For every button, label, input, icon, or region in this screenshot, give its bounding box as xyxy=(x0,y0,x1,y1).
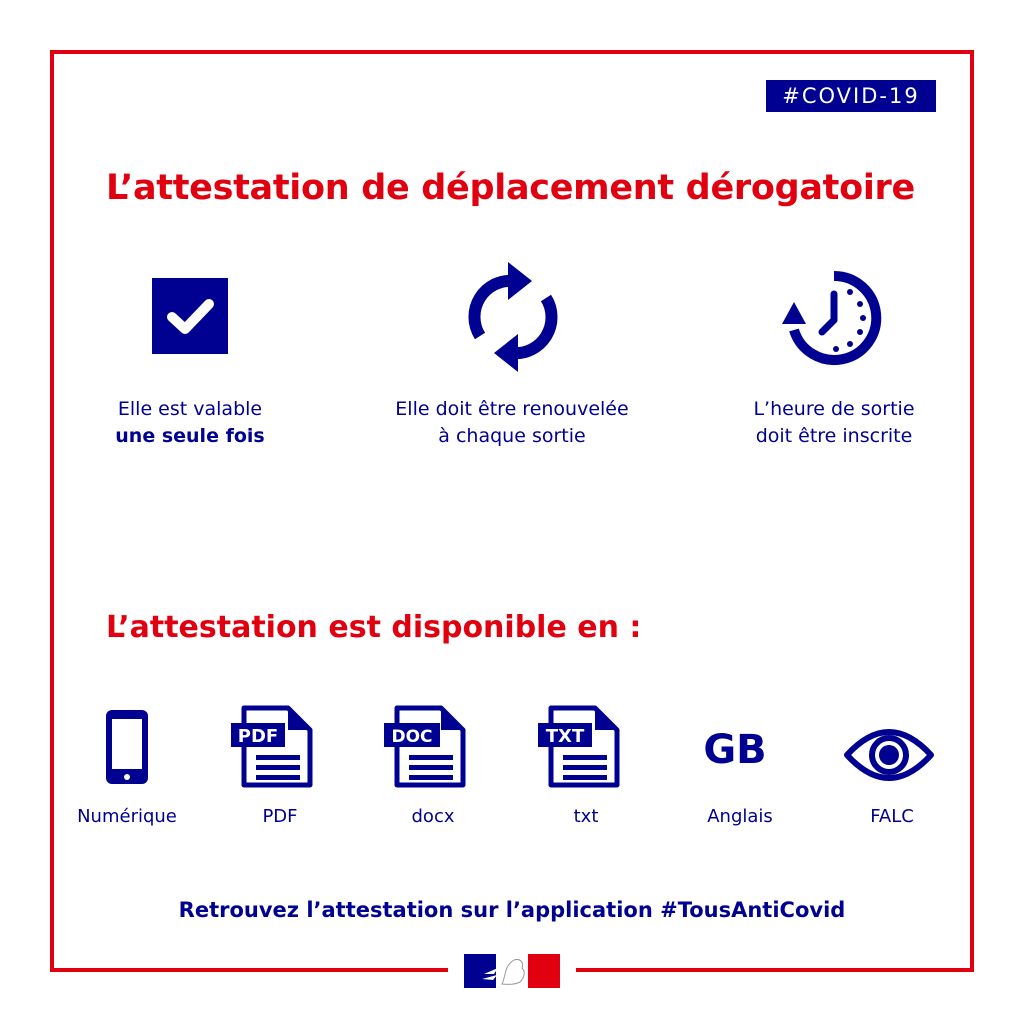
smartphone-icon xyxy=(103,707,151,787)
covid-hashtag-badge: #COVID-19 xyxy=(766,80,936,112)
format-label-english: Anglais xyxy=(707,806,773,827)
gb-icon: GB xyxy=(703,727,767,773)
txt-badge-text: TXT xyxy=(545,726,585,747)
format-label-falc: FALC xyxy=(870,806,914,827)
feature-line: Elle est valable xyxy=(117,398,263,420)
feature-line-bold: une seule fois xyxy=(115,425,265,447)
feature-exit-time xyxy=(684,396,984,450)
page-title: L’attestation de déplacement dérogatoire xyxy=(106,168,915,208)
txt-file-icon xyxy=(537,705,623,789)
feature-line: Elle doit être renouvelée xyxy=(395,398,629,420)
feature-valid-once xyxy=(40,396,340,450)
feature-line: à chaque sortie xyxy=(438,425,586,447)
clock-icon xyxy=(780,268,890,368)
marianne-emblem xyxy=(448,948,576,994)
pdf-badge-text: PDF xyxy=(237,726,279,747)
format-label-txt: txt xyxy=(573,806,599,827)
eye-icon xyxy=(843,727,935,783)
format-label-pdf: PDF xyxy=(262,806,298,827)
doc-badge-text: DOC xyxy=(391,727,433,747)
feature-line: L’heure de sortie xyxy=(753,398,915,420)
footer-app-link: Retrouvez l’attestation sur l’application #TousAntiCovid xyxy=(178,898,846,922)
feature-line: doit être inscrite xyxy=(755,425,913,447)
doc-file-icon xyxy=(383,705,469,789)
checkbox-icon xyxy=(152,278,228,354)
refresh-icon xyxy=(460,262,566,372)
feature-renew xyxy=(362,396,662,450)
format-label-digital: Numérique xyxy=(77,806,177,827)
section-subtitle: L’attestation est disponible en : xyxy=(106,610,642,645)
flag-logo-icon xyxy=(464,954,560,988)
format-label-docx: docx xyxy=(411,806,455,827)
pdf-file-icon xyxy=(230,705,316,789)
